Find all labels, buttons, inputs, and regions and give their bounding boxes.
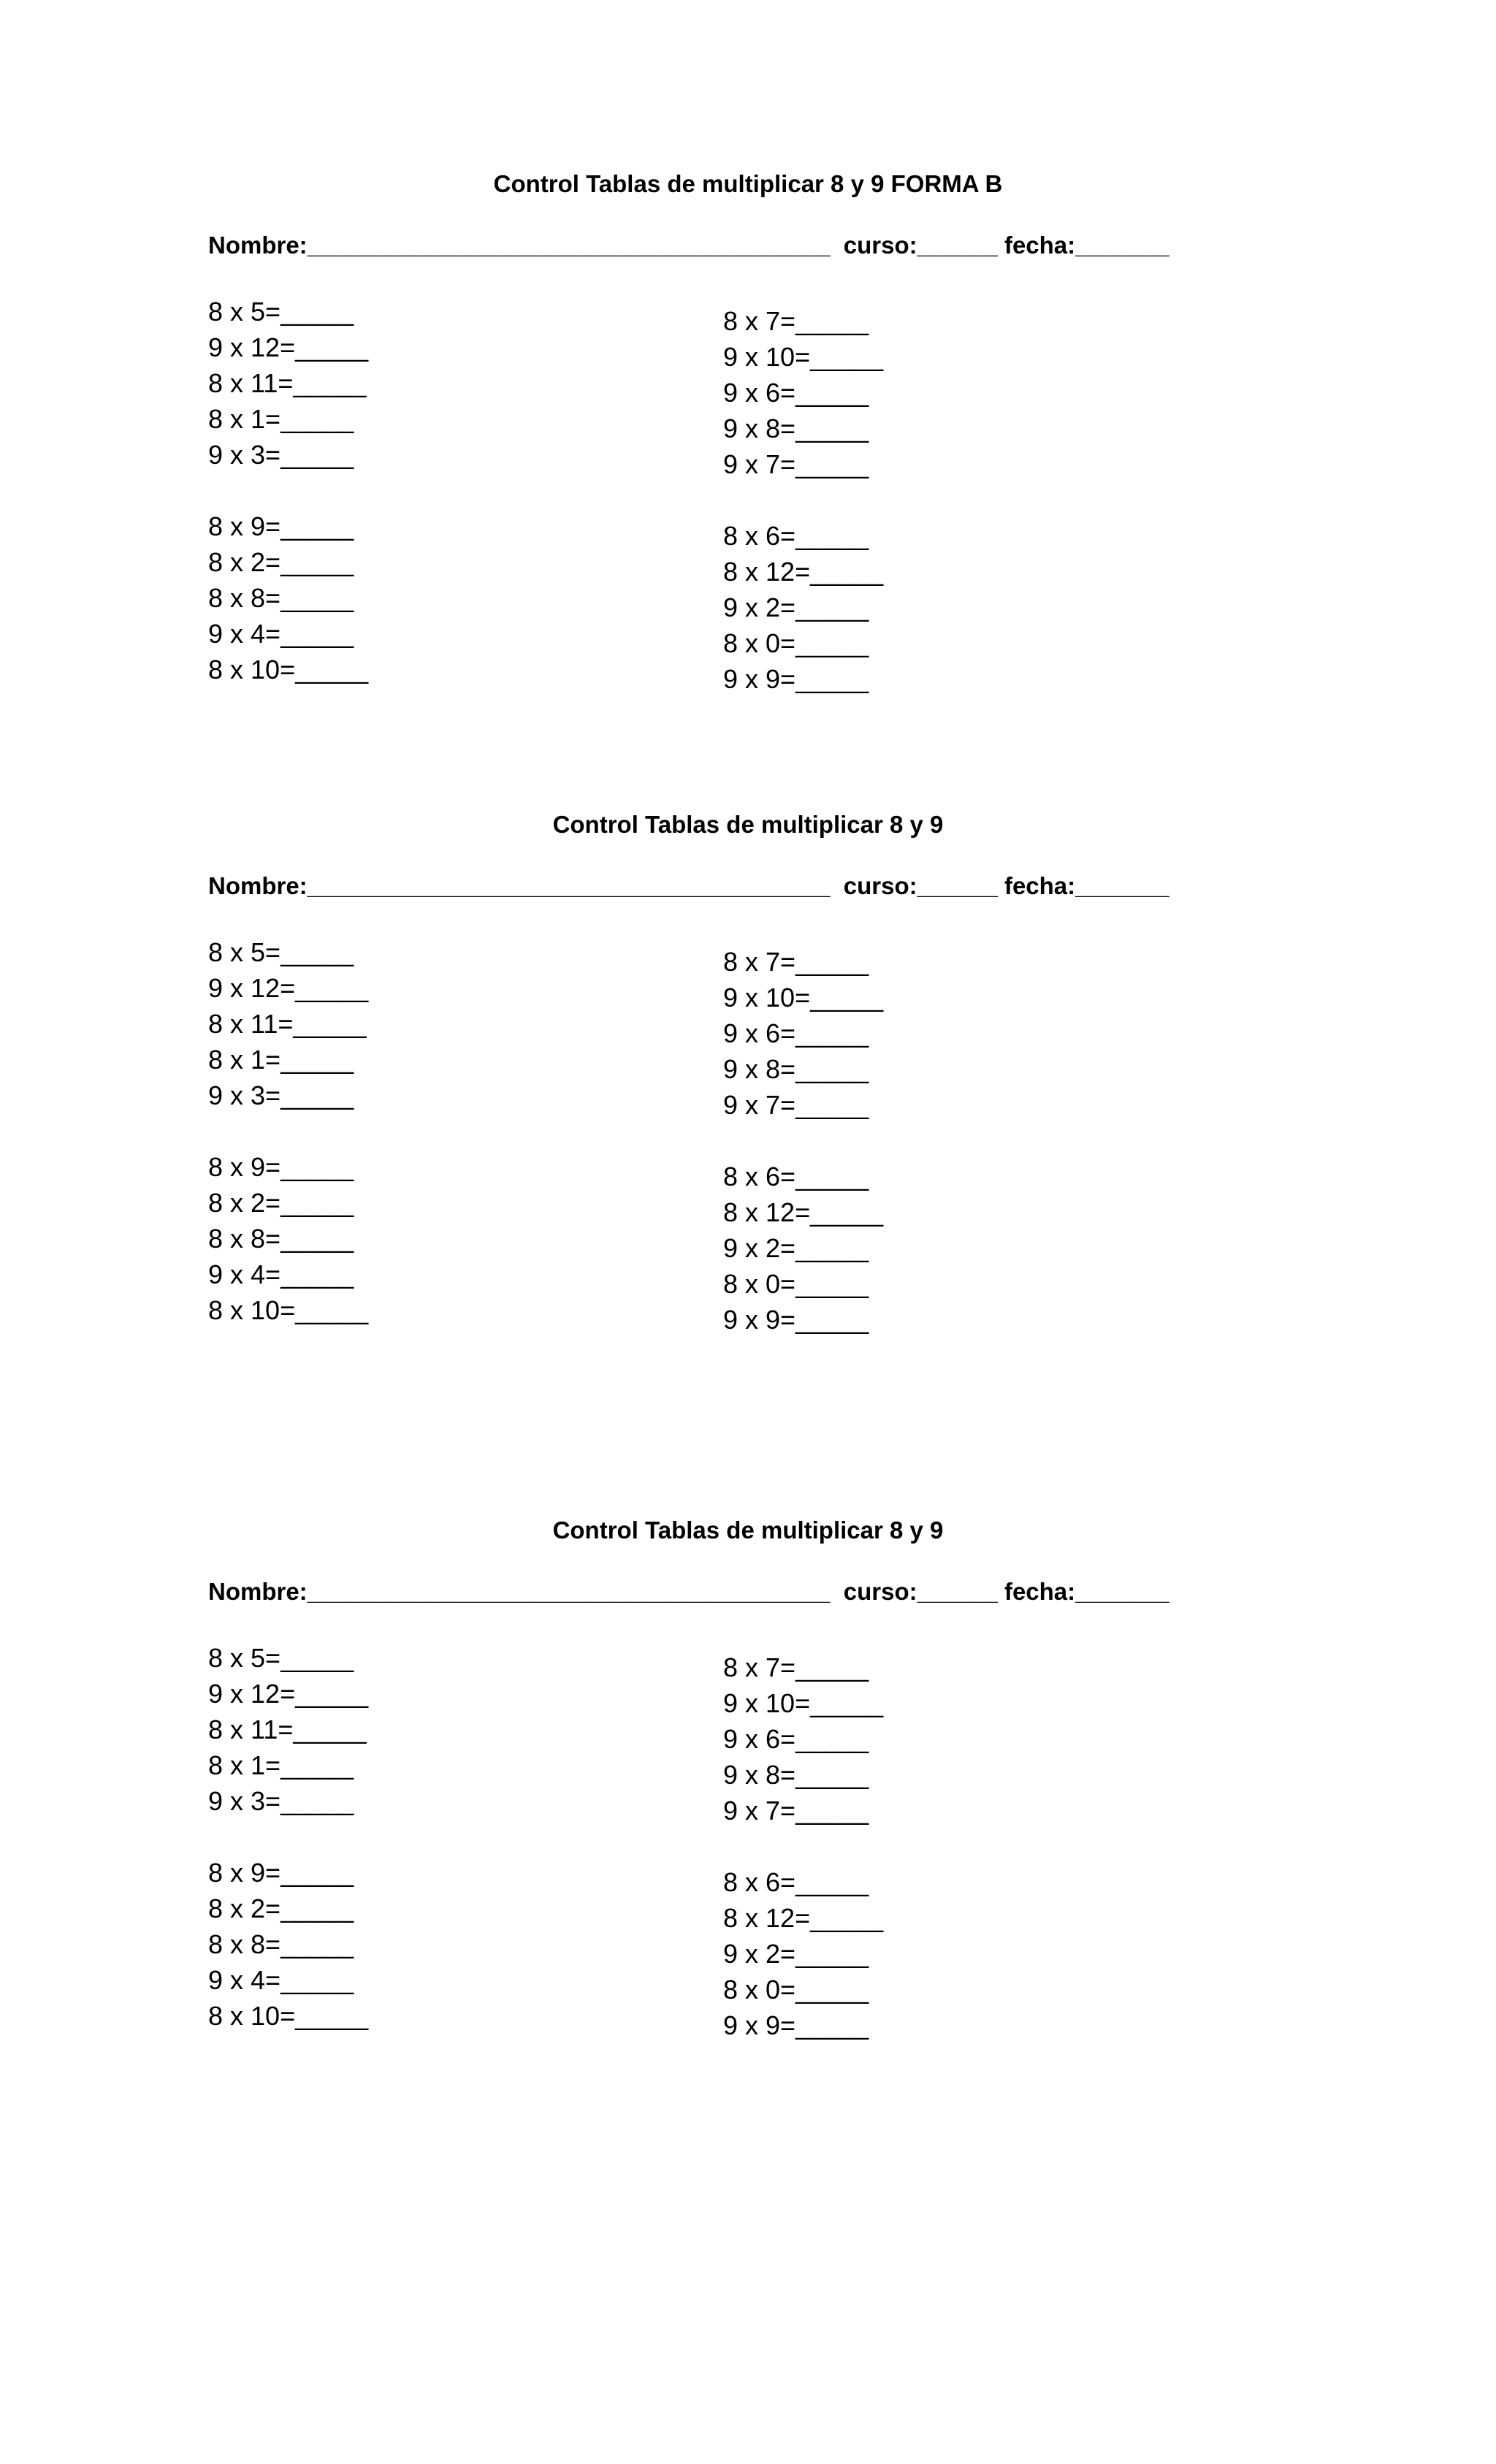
exercise-item[interactable]: 8 x 6=_____ [723, 1162, 869, 1191]
exercise-item[interactable]: 8 x 0=_____ [723, 1975, 869, 2005]
nombre-field[interactable]: Nombre:_______________________________________ [208, 1578, 831, 1605]
exercise-item[interactable]: 9 x 12=_____ [208, 332, 369, 362]
nombre-field[interactable]: Nombre:_______________________________________ [208, 872, 831, 899]
exercise-item[interactable]: 9 x 8=_____ [723, 413, 869, 443]
exercise-item[interactable]: 9 x 9=_____ [723, 1305, 869, 1335]
nombre-field[interactable]: Nombre:_______________________________________ [208, 232, 831, 259]
exercise-item[interactable]: 9 x 2=_____ [723, 592, 869, 622]
exercise-item[interactable]: 8 x 2=_____ [208, 547, 354, 577]
exercise-item[interactable]: 8 x 9=_____ [208, 1152, 354, 1182]
exercise-item[interactable]: 8 x 8=_____ [208, 583, 354, 613]
exercise-item[interactable]: 8 x 1=_____ [208, 404, 354, 434]
exercise-item[interactable]: 8 x 5=_____ [208, 937, 354, 967]
exercise-item[interactable]: 8 x 5=_____ [208, 297, 354, 327]
exercise-item[interactable]: 8 x 0=_____ [723, 628, 869, 658]
fecha-field[interactable]: fecha:_______ [1004, 872, 1169, 899]
student-info-line [208, 1578, 1231, 1606]
fecha-field[interactable]: fecha:_______ [1004, 1578, 1169, 1605]
exercise-item[interactable]: 9 x 10=_____ [723, 342, 884, 372]
exercise-item[interactable]: 9 x 8=_____ [723, 1760, 869, 1790]
exercise-item[interactable]: 8 x 9=_____ [208, 1858, 354, 1888]
exercise-item[interactable]: 8 x 2=_____ [208, 1893, 354, 1923]
student-info-line [208, 872, 1231, 900]
worksheet-title: Control Tablas de multiplicar 8 y 9 FORMA B [493, 170, 1003, 197]
student-info-line [208, 232, 1231, 259]
exercise-item[interactable]: 9 x 2=_____ [723, 1233, 869, 1263]
fecha-field[interactable]: fecha:_______ [1004, 232, 1169, 259]
exercise-item[interactable]: 8 x 10=_____ [208, 2001, 369, 2031]
exercise-item[interactable]: 8 x 5=_____ [208, 1643, 354, 1673]
exercise-item[interactable]: 9 x 6=_____ [723, 378, 869, 408]
exercise-item[interactable]: 8 x 6=_____ [723, 1867, 869, 1897]
exercise-item[interactable]: 8 x 11=_____ [208, 1714, 367, 1744]
exercise-item[interactable]: 9 x 4=_____ [208, 1965, 354, 1995]
exercise-item[interactable]: 9 x 3=_____ [208, 1080, 354, 1110]
exercise-item[interactable]: 8 x 2=_____ [208, 1188, 354, 1218]
exercise-item[interactable]: 8 x 7=_____ [723, 1652, 869, 1682]
exercise-item[interactable]: 9 x 4=_____ [208, 1259, 354, 1289]
exercise-item[interactable]: 8 x 9=_____ [208, 511, 354, 541]
exercise-item[interactable]: 9 x 10=_____ [723, 1688, 884, 1718]
exercise-item[interactable]: 8 x 8=_____ [208, 1224, 354, 1254]
worksheet-title: Control Tablas de multiplicar 8 y 9 [552, 811, 944, 838]
exercise-item[interactable]: 9 x 10=_____ [723, 983, 884, 1012]
exercise-item[interactable]: 9 x 7=_____ [723, 449, 869, 479]
exercise-item[interactable]: 8 x 11=_____ [208, 368, 367, 398]
exercise-item[interactable]: 9 x 6=_____ [723, 1724, 869, 1754]
curso-field[interactable]: curso:______ [843, 1578, 998, 1605]
exercise-item[interactable]: 8 x 7=_____ [723, 306, 869, 336]
exercise-item[interactable]: 8 x 8=_____ [208, 1929, 354, 1959]
exercise-item[interactable]: 8 x 10=_____ [208, 1295, 369, 1325]
exercise-item[interactable]: 9 x 7=_____ [723, 1090, 869, 1120]
exercise-item[interactable]: 9 x 3=_____ [208, 1786, 354, 1816]
exercise-item[interactable]: 8 x 1=_____ [208, 1045, 354, 1075]
exercise-item[interactable]: 9 x 12=_____ [208, 973, 369, 1003]
exercise-item[interactable]: 8 x 6=_____ [723, 521, 869, 551]
curso-field[interactable]: curso:______ [843, 872, 998, 899]
exercise-item[interactable]: 8 x 10=_____ [208, 655, 369, 684]
exercise-item[interactable]: 8 x 11=_____ [208, 1009, 367, 1039]
exercise-item[interactable]: 8 x 12=_____ [723, 1903, 884, 1933]
exercise-item[interactable]: 9 x 4=_____ [208, 619, 354, 649]
exercise-item[interactable]: 9 x 2=_____ [723, 1939, 869, 1969]
exercise-item[interactable]: 9 x 12=_____ [208, 1679, 369, 1709]
exercise-item[interactable]: 9 x 6=_____ [723, 1018, 869, 1048]
exercise-item[interactable]: 9 x 8=_____ [723, 1054, 869, 1084]
curso-field[interactable]: curso:______ [843, 232, 998, 259]
exercise-item[interactable]: 9 x 9=_____ [723, 664, 869, 694]
exercise-item[interactable]: 8 x 7=_____ [723, 947, 869, 977]
exercise-item[interactable]: 9 x 7=_____ [723, 1796, 869, 1826]
exercise-item[interactable]: 8 x 1=_____ [208, 1750, 354, 1780]
exercise-item[interactable]: 8 x 0=_____ [723, 1269, 869, 1299]
exercise-item[interactable]: 8 x 12=_____ [723, 1197, 884, 1227]
exercise-item[interactable]: 9 x 9=_____ [723, 2010, 869, 2040]
exercise-item[interactable]: 9 x 3=_____ [208, 440, 354, 470]
exercise-item[interactable]: 8 x 12=_____ [723, 557, 884, 587]
worksheet-title: Control Tablas de multiplicar 8 y 9 [552, 1517, 944, 1544]
